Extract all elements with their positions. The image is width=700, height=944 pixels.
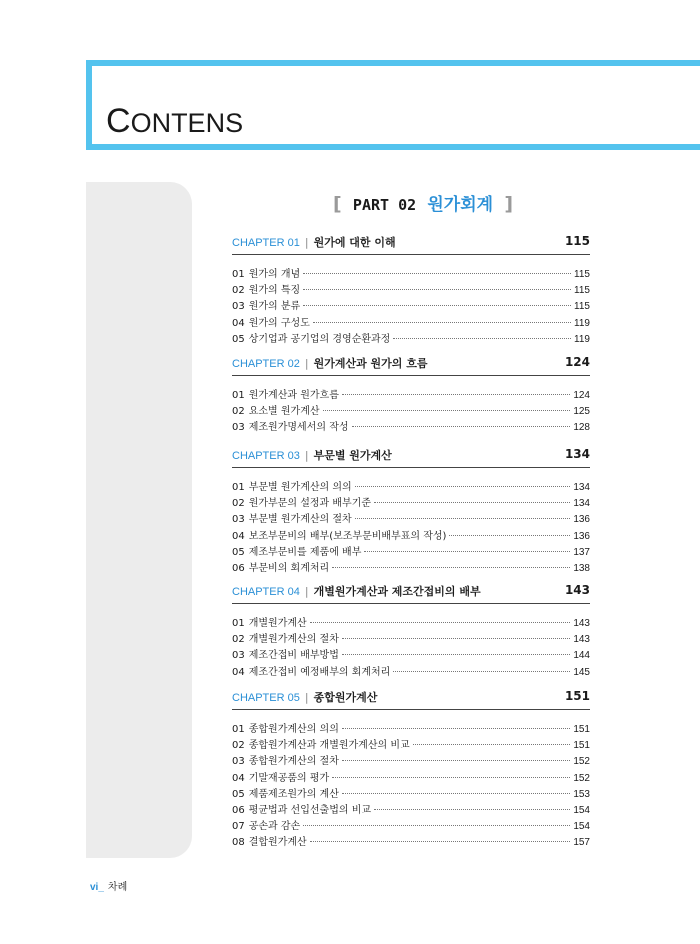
dot-leader [332,567,570,568]
chapter-block [232,447,590,575]
entry-page: 138 [573,562,590,574]
toc-entry[interactable] [232,801,590,817]
dot-leader [374,502,570,503]
dot-leader [342,394,570,395]
chapter-title: 종합원가계산 [313,691,378,704]
entry-page: 119 [574,317,590,329]
toc-entry[interactable] [232,785,590,801]
chapter-header [232,583,590,604]
dot-leader [342,728,570,729]
dot-leader [332,777,570,778]
entry-title: 부문별 원가계산의 절차 [248,514,352,526]
toc-entry[interactable] [232,386,590,402]
chapter-page: 143 [564,583,590,597]
entry-title: 종합원가계산의 절차 [248,756,339,768]
toc-entry[interactable] [232,736,590,752]
chapter-header [232,355,590,376]
dot-leader [313,322,571,323]
dot-leader [323,410,571,411]
dot-leader [413,744,571,745]
chapter-page: 151 [564,689,590,703]
entry-page: 143 [573,618,590,629]
toc-entry[interactable] [232,833,590,849]
entry-page: 134 [573,498,590,510]
chapter-header [232,447,590,468]
entry-title: 원가의 구성도 [248,317,310,329]
entry-number: 01 [232,724,245,735]
part-open-bracket: [ [333,193,342,215]
dot-leader [355,518,571,519]
toc-entry[interactable] [232,402,590,418]
toc-entry[interactable] [232,510,590,526]
entry-title: 결합원가계산 [248,837,307,849]
dot-leader [303,305,571,306]
entry-page: 125 [573,406,590,418]
entry-page: 145 [573,666,590,678]
chapter-label: CHAPTER 04 [232,586,300,598]
entry-title: 제조간접비 예정배부의 회계처리 [248,666,391,678]
entry-number: 03 [232,650,245,662]
toc-entry[interactable] [232,330,590,346]
chapter-header [232,689,590,710]
part-number: PART 02 [352,196,417,214]
entry-title: 평균법과 선입선출법의 비교 [248,804,372,816]
chapter-separator: | [304,236,309,249]
entry-title: 공손과 감손 [248,821,301,833]
dot-leader [303,825,570,826]
entry-number: 03 [232,422,245,434]
toc-entry[interactable] [232,265,590,281]
contents-title-initial: C [106,102,131,140]
contents-title [106,102,243,141]
entry-title: 기말재공품의 평가 [248,772,330,784]
entry-number: 02 [232,634,245,646]
entry-number: 05 [232,788,245,800]
entry-title: 제조부문비를 제품에 배부 [248,546,362,558]
chapter-label: CHAPTER 03 [232,450,300,462]
toc-entry[interactable] [232,630,590,646]
entry-number: 04 [232,772,245,784]
entry-page: 136 [573,514,590,526]
chapter-title: 부문별 원가계산 [313,449,392,462]
entry-number: 01 [232,269,245,280]
entry-title: 원가의 특징 [248,285,301,297]
dot-leader [310,622,571,623]
entry-title: 원가계산과 원가흐름 [248,390,339,401]
entry-page: 119 [574,333,590,345]
entry-number: 06 [232,804,245,816]
chapter-entries [232,478,590,575]
entry-page: 154 [573,804,590,816]
chapter-page: 134 [564,447,590,461]
entry-number: 01 [232,390,245,401]
entry-page: 143 [573,634,590,646]
chapter-entries [232,265,590,346]
entry-number: 06 [232,562,245,574]
dot-leader [393,671,570,672]
dot-leader [364,551,570,552]
entry-page: 115 [574,301,590,313]
entry-number: 04 [232,530,245,542]
entry-page: 157 [573,837,590,849]
toc-entry[interactable] [232,559,590,575]
dot-leader [342,793,570,794]
entry-page: 154 [573,821,590,833]
toc-entry[interactable] [232,817,590,833]
entry-title: 종합원가계산의 의의 [248,724,339,735]
entry-title: 원가부문의 설정과 배부기준 [248,498,372,510]
entry-number: 07 [232,821,245,833]
toc-entry[interactable] [232,646,590,662]
entry-page: 152 [573,772,590,784]
chapter-block [232,234,590,346]
entry-page: 124 [573,390,590,401]
chapter-title: 개별원가계산과 제조간접비의 배부 [313,585,481,598]
chapter-separator: | [304,357,309,370]
chapter-title: 원가에 대한 이해 [313,236,396,249]
entry-title: 제조간접비 배부방법 [248,650,339,662]
chapter-page: 115 [564,234,590,248]
entry-number: 03 [232,301,245,313]
entry-title: 개별원가계산의 절차 [248,634,339,646]
entry-title: 보조부문비의 배부(보조부문비배부표의 작성) [248,530,447,542]
entry-page: 151 [573,740,590,752]
chapter-label: CHAPTER 05 [232,692,300,704]
toc-entry[interactable] [232,281,590,297]
entry-title: 개별원가계산 [248,618,307,629]
entry-number: 08 [232,837,245,849]
toc-entry[interactable] [232,769,590,785]
entry-number: 01 [232,482,245,493]
contents-title-rest: ONTENS [130,108,244,138]
entry-number: 04 [232,666,245,678]
chapter-header [232,234,590,255]
entry-page: 134 [573,482,590,493]
toc-entry[interactable] [232,297,590,313]
entry-number: 04 [232,317,245,329]
entry-number: 02 [232,406,245,418]
dot-leader [303,273,571,274]
toc-entry[interactable] [232,494,590,510]
dot-leader [374,809,570,810]
dot-leader [355,486,571,487]
entry-number: 01 [232,618,245,629]
toc-entry[interactable] [232,314,590,330]
toc-entry[interactable] [232,478,590,494]
dot-leader [393,338,571,339]
entry-title: 부문별 원가계산의 의의 [248,482,352,493]
dot-leader [342,654,570,655]
footer-page-number: vi_ [90,882,104,893]
chapter-label: CHAPTER 02 [232,358,300,370]
toc-entry[interactable] [232,663,590,679]
chapter-separator: | [304,449,309,462]
dot-leader [342,638,570,639]
chapter-block [232,689,590,850]
entry-title: 제조원가명세서의 작성 [248,422,349,434]
entry-title: 요소별 원가계산 [248,406,320,418]
chapter-entries [232,386,590,435]
part-heading [333,190,513,215]
toc-entry[interactable] [232,527,590,543]
toc-entry[interactable] [232,418,590,434]
sidebar-panel [86,182,192,858]
entry-title: 원가의 분류 [248,301,301,313]
entry-number: 02 [232,498,245,510]
footer-label: 차례 [107,882,128,893]
chapter-entries [232,720,590,850]
chapter-block [232,583,590,679]
entry-number: 05 [232,546,245,558]
part-close-bracket: ] [504,193,513,215]
entry-title: 원가의 개념 [248,269,301,280]
entry-page: 144 [573,650,590,662]
entry-number: 05 [232,333,245,345]
chapter-label: CHAPTER 01 [232,237,300,249]
entry-page: 136 [573,530,590,542]
part-name: 원가회계 [427,195,494,215]
toc-entry[interactable] [232,543,590,559]
entry-number: 02 [232,740,245,752]
dot-leader [352,426,571,427]
entry-page: 115 [574,269,590,280]
entry-number: 02 [232,285,245,297]
toc-entry[interactable] [232,752,590,768]
chapter-entries [232,614,590,679]
chapter-block [232,355,590,435]
entry-number: 03 [232,756,245,768]
page-footer [90,878,127,893]
toc-entry[interactable] [232,720,590,736]
entry-title: 제품제조원가의 계산 [248,788,339,800]
dot-leader [310,841,571,842]
chapter-page: 124 [564,355,590,369]
chapter-title: 원가계산과 원가의 흐름 [313,357,428,370]
entry-page: 152 [573,756,590,768]
entry-page: 137 [573,546,590,558]
entry-page: 153 [573,788,590,800]
entry-number: 03 [232,514,245,526]
entry-title: 상기업과 공기업의 경영순환과정 [248,333,391,345]
toc-entry[interactable] [232,614,590,630]
entry-page: 128 [573,422,590,434]
dot-leader [449,535,570,536]
dot-leader [342,760,570,761]
entry-title: 종합원가계산과 개별원가계산의 비교 [248,740,410,752]
chapter-separator: | [304,691,309,704]
entry-page: 115 [574,285,590,297]
entry-title: 부문비의 회계처리 [248,562,330,574]
chapter-separator: | [304,585,309,598]
entry-page: 151 [573,724,590,735]
dot-leader [303,289,571,290]
